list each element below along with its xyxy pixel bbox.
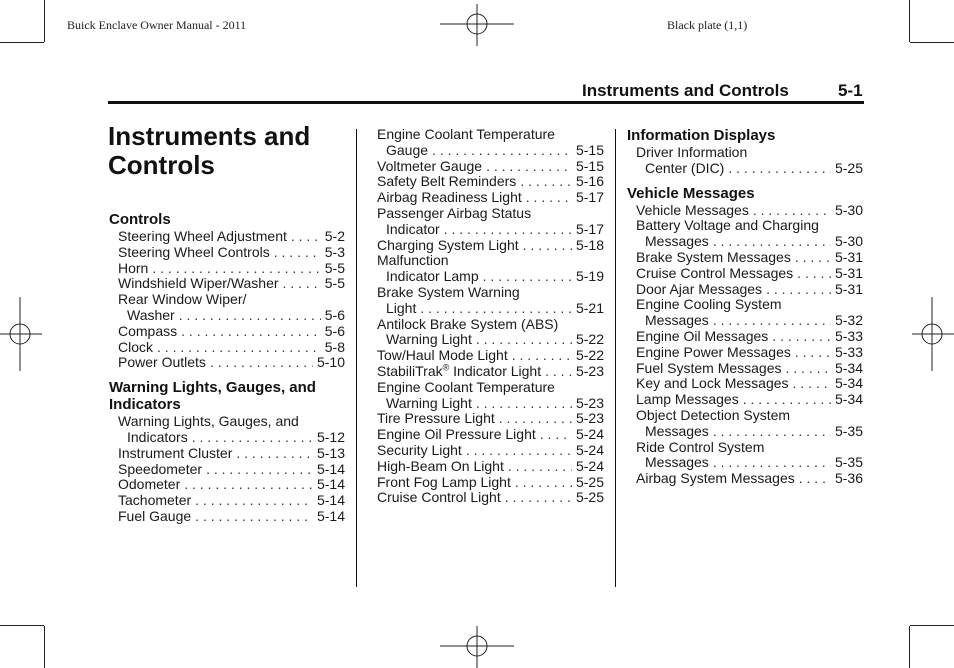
toc-entry[interactable] [627, 440, 863, 472]
toc-entry[interactable] [109, 462, 345, 478]
toc-entry-label: Front Fog Lamp Light [377, 473, 511, 490]
toc-entry-line [636, 329, 863, 345]
toc-entry[interactable] [377, 317, 604, 349]
toc-entry-page: 5-30 [834, 233, 863, 250]
toc-entry-page: 5-10 [316, 354, 345, 371]
dot-leader [191, 509, 313, 525]
toc-entry-label: StabiliTrak® Indicator Light [377, 362, 542, 379]
toc-entry[interactable] [109, 493, 345, 509]
toc-entry-line [377, 159, 604, 175]
dot-leader [440, 222, 572, 238]
toc-entry-page: 5-19 [575, 268, 604, 285]
dot-leader [472, 332, 572, 348]
toc-entry-line [636, 234, 863, 250]
dot-leader [482, 159, 572, 175]
toc-entry-line [636, 266, 863, 282]
section-header: Instruments and Controls [582, 81, 789, 100]
toc-entry-line [377, 222, 604, 238]
toc-entry-line [377, 411, 604, 427]
toc-entry[interactable] [109, 446, 345, 462]
toc-entry-line [118, 229, 345, 245]
toc-entry-first-line: Engine Coolant Temperature [377, 126, 555, 142]
toc-entry-label: Instrument Cluster [118, 444, 233, 461]
chapter-title-line: Instruments and [108, 121, 311, 151]
toc-entry[interactable] [109, 261, 345, 277]
toc-entry-page: 5-3 [324, 243, 345, 260]
toc-entry-label: Safety Belt Reminders [377, 173, 517, 190]
toc-entry-line [636, 250, 863, 266]
dot-leader [709, 455, 831, 471]
toc-entry[interactable] [377, 285, 604, 317]
toc-entry-label: Warning Light [386, 331, 472, 348]
dot-leader [428, 143, 572, 159]
toc-entry-label: Power Outlets [118, 354, 206, 371]
toc-entry-line [118, 509, 345, 525]
toc-entry-line [377, 459, 604, 475]
toc-entry-page: 5-14 [316, 492, 345, 509]
dot-leader [791, 345, 831, 361]
column-divider [615, 129, 616, 587]
dot-leader [416, 301, 572, 317]
crop-mark [44, 0, 45, 42]
toc-entry-line [377, 332, 604, 348]
toc-entry-first-line: Malfunction [377, 252, 449, 269]
dot-leader [148, 261, 320, 277]
toc-entry-page: 5-30 [834, 201, 863, 218]
dot-leader [279, 276, 321, 292]
toc-entry-label: Indicator Lamp [386, 268, 479, 285]
toc-entry-page: 5-16 [575, 173, 604, 190]
dot-leader [709, 313, 831, 329]
toc-entry-label: Windshield Wiper/Washer [118, 275, 279, 292]
page-number: 5-1 [838, 81, 863, 100]
toc-entry-page: 5-6 [324, 306, 345, 323]
dot-leader [479, 269, 572, 285]
toc-entry-label: Gauge [386, 141, 429, 158]
toc-entry-label: Indicator [386, 220, 440, 237]
toc-entry-page: 5-22 [575, 347, 604, 364]
toc-entry-line [118, 308, 345, 324]
column-divider [356, 129, 357, 587]
toc-entry-first-line: Engine Cooling System [636, 296, 782, 313]
toc-entry[interactable] [109, 324, 345, 340]
toc-entry-label: Center (DIC) [645, 159, 725, 176]
toc-entry-line [118, 446, 345, 462]
toc-entry-page: 5-35 [834, 422, 863, 439]
toc-entry[interactable] [377, 253, 604, 285]
dot-leader [270, 245, 321, 261]
toc-entry[interactable] [377, 459, 604, 475]
toc-entry[interactable] [377, 206, 604, 238]
toc-entry-page: 5-34 [834, 391, 863, 408]
toc-entry-label: Airbag System Messages [636, 470, 795, 487]
toc-entry-line [377, 364, 604, 380]
toc-entry-page: 5-31 [834, 264, 863, 281]
toc-entry-page: 5-5 [324, 259, 345, 276]
toc-entry-label: Voltmeter Gauge [377, 157, 483, 174]
dot-leader [724, 161, 831, 177]
crop-mark [909, 0, 910, 42]
dot-leader [177, 324, 321, 340]
toc-entry-page: 5-12 [316, 428, 345, 445]
toc-entry-label: Messages [645, 312, 709, 329]
toc-entry-label: Airbag Readiness Light [377, 189, 522, 206]
dot-leader [504, 459, 572, 475]
toc-entry-page: 5-5 [324, 275, 345, 292]
toc-entry[interactable] [627, 408, 863, 440]
toc-entry-label: Steering Wheel Adjustment [118, 228, 287, 244]
toc-entry-line [377, 269, 604, 285]
dot-leader [516, 174, 572, 190]
toc-entry[interactable] [627, 282, 863, 298]
toc-entry-line [118, 261, 345, 277]
toc-entry-page: 5-33 [834, 327, 863, 344]
toc-column-3 [627, 127, 863, 487]
dot-leader [536, 427, 572, 443]
toc-entry[interactable] [109, 245, 345, 261]
toc-entry[interactable] [627, 266, 863, 282]
section-heading: Warning Lights, Gauges, and Indicators [109, 379, 316, 414]
toc-entry-page: 5-25 [575, 473, 604, 490]
toc-entry[interactable] [377, 159, 604, 175]
toc-entry-page: 5-15 [575, 157, 604, 174]
toc-entry[interactable] [109, 229, 345, 245]
header-rule [108, 101, 864, 104]
toc-entry-line [636, 313, 863, 329]
toc-entry-line [118, 245, 345, 261]
toc-entry-label: Engine Power Messages [636, 343, 791, 360]
toc-entry[interactable] [109, 276, 345, 292]
dot-leader [472, 396, 572, 412]
toc-entry-line [377, 143, 604, 159]
dot-leader [202, 462, 313, 478]
dot-leader [749, 203, 831, 219]
toc-entry-page: 5-2 [324, 228, 345, 244]
toc-entry-label: Fuel System Messages [636, 359, 782, 376]
toc-entry-line [118, 477, 345, 493]
toc-entry-page: 5-15 [575, 141, 604, 158]
toc-entry-page: 5-14 [316, 460, 345, 477]
toc-entry[interactable] [627, 376, 863, 392]
crop-mark [0, 625, 44, 626]
dot-leader [180, 477, 313, 493]
toc-entry-line [118, 493, 345, 509]
toc-entry-label: Vehicle Messages [636, 201, 749, 218]
toc-entry-label: Indicators [127, 428, 188, 445]
dot-leader [462, 443, 572, 459]
toc-entry-first-line: Warning Lights, Gauges, and [118, 413, 299, 430]
toc-entry-label: Tire Pressure Light [377, 410, 495, 427]
toc-entry-label: Key and Lock Messages [636, 375, 789, 392]
crop-mark [0, 42, 44, 43]
toc-entry[interactable] [627, 250, 863, 266]
dot-leader [287, 229, 321, 245]
toc-entry-line [377, 443, 604, 459]
toc-entry-label: Steering Wheel Controls [118, 243, 270, 260]
toc-entry[interactable] [627, 345, 863, 361]
toc-entry-label: Cruise Control Light [377, 489, 501, 506]
section-heading: Controls [109, 211, 171, 228]
toc-entry-first-line: Object Detection System [636, 406, 791, 423]
toc-entry-line [636, 392, 863, 408]
toc-entry-label: Tachometer [118, 492, 192, 509]
toc-entry-label: Messages [645, 233, 709, 250]
section-heading: Information Displays [627, 127, 776, 144]
toc-entry[interactable] [627, 329, 863, 345]
toc-entry-first-line: Battery Voltage and Charging [636, 217, 819, 234]
toc-entry[interactable] [377, 238, 604, 254]
toc-entry[interactable] [109, 340, 345, 356]
toc-entry-line [118, 462, 345, 478]
toc-entry-line [636, 345, 863, 361]
chapter-title-line: Controls [108, 150, 215, 180]
dot-leader [739, 392, 831, 408]
toc-entry-page: 5-8 [324, 338, 345, 355]
toc-entry-line [377, 301, 604, 317]
toc-entry-page: 5-17 [575, 220, 604, 237]
dot-leader [191, 493, 313, 509]
toc-entry[interactable] [377, 364, 604, 380]
toc-entry-line [636, 203, 863, 219]
crop-mark [910, 625, 954, 626]
dot-leader [232, 446, 313, 462]
toc-entry-page: 5-24 [575, 457, 604, 474]
dot-leader [793, 266, 831, 282]
toc-entry-line [377, 475, 604, 491]
toc-entry-line [377, 396, 604, 412]
toc-entry-first-line: Brake System Warning [377, 283, 520, 300]
toc-entry[interactable] [377, 443, 604, 459]
toc-entry-line [377, 190, 604, 206]
toc-entry-line [118, 430, 345, 446]
toc-entry-page: 5-25 [834, 159, 863, 176]
crop-mark [44, 626, 45, 668]
toc-entry[interactable] [377, 380, 604, 412]
dot-leader [789, 376, 831, 392]
dot-leader [522, 190, 572, 206]
toc-entry-label: High-Beam On Light [377, 457, 504, 474]
toc-entry-page: 5-31 [834, 248, 863, 265]
toc-entry-label: Washer [127, 306, 175, 323]
toc-entry-label: Tow/Haul Mode Light [377, 347, 508, 364]
dot-leader [188, 430, 313, 446]
toc-entry-label: Messages [645, 422, 709, 439]
dot-leader [541, 364, 572, 380]
toc-entry-first-line: Antilock Brake System (ABS) [377, 315, 559, 332]
dot-leader [762, 282, 831, 298]
toc-entry[interactable] [627, 203, 863, 219]
toc-entry[interactable] [627, 218, 863, 250]
toc-entry-page: 5-23 [575, 394, 604, 411]
toc-entry-page: 5-24 [575, 441, 604, 458]
toc-entry[interactable] [377, 475, 604, 491]
manual-title: Buick Enclave Owner Manual - 2011 [67, 18, 247, 32]
toc-entry-first-line: Rear Window Wiper/ [118, 291, 247, 308]
toc-entry-line [377, 348, 604, 364]
dot-leader [768, 329, 831, 345]
toc-entry-label: Speedometer [118, 460, 203, 477]
toc-entry-label: Fuel Gauge [118, 507, 192, 524]
dot-leader [501, 490, 572, 506]
dot-leader [709, 234, 831, 250]
toc-entry-line [377, 174, 604, 190]
toc-entry[interactable] [627, 471, 863, 487]
toc-entry-line [636, 282, 863, 298]
dot-leader [782, 361, 831, 377]
toc-entry-page: 5-25 [575, 489, 604, 506]
toc-entry[interactable] [377, 411, 604, 427]
toc-entry-page: 5-14 [316, 507, 345, 524]
registration-mark-top [440, 4, 514, 46]
toc-entry-label: Lamp Messages [636, 391, 739, 408]
toc-entry-page: 5-23 [575, 410, 604, 427]
crop-mark [909, 626, 910, 668]
toc-entry[interactable] [627, 145, 863, 177]
dot-leader [495, 411, 572, 427]
toc-entry-label: Engine Oil Pressure Light [377, 426, 536, 443]
toc-entry-line [377, 238, 604, 254]
toc-column-1 [109, 211, 345, 525]
toc-entry-label: Horn [118, 259, 149, 276]
toc-entry[interactable] [377, 127, 604, 159]
toc-entry-first-line: Passenger Airbag Status [377, 204, 532, 221]
toc-entry-page: 5-18 [575, 236, 604, 253]
toc-entry-line [636, 455, 863, 471]
toc-entry[interactable] [109, 477, 345, 493]
toc-entry-line [636, 161, 863, 177]
toc-entry-label: Security Light [377, 441, 462, 458]
crop-mark [910, 42, 954, 43]
toc-entry-page: 5-13 [316, 444, 345, 461]
toc-entry[interactable] [627, 361, 863, 377]
dot-leader [153, 340, 321, 356]
dot-leader [791, 250, 831, 266]
toc-entry-first-line: Engine Coolant Temperature [377, 378, 555, 395]
toc-entry-label: Engine Oil Messages [636, 327, 769, 344]
dot-leader [511, 475, 572, 491]
toc-entry[interactable] [377, 427, 604, 443]
toc-entry-label: Charging System Light [377, 236, 519, 253]
toc-entry[interactable] [627, 392, 863, 408]
toc-entry[interactable] [377, 190, 604, 206]
toc-entry[interactable] [627, 297, 863, 329]
toc-entry[interactable] [377, 348, 604, 364]
toc-entry-label: Cruise Control Messages [636, 264, 794, 281]
toc-entry-page: 5-33 [834, 343, 863, 360]
toc-entry-line [377, 490, 604, 506]
toc-entry[interactable] [109, 509, 345, 525]
toc-entry-label: Door Ajar Messages [636, 280, 763, 297]
toc-entry-label: Warning Light [386, 394, 472, 411]
dot-leader [206, 355, 313, 371]
toc-entry-line [118, 340, 345, 356]
toc-entry-page: 5-24 [575, 426, 604, 443]
dot-leader [519, 238, 572, 254]
toc-entry-page: 5-21 [575, 299, 604, 316]
dot-leader [508, 348, 572, 364]
toc-entry-first-line: Driver Information [636, 144, 748, 160]
dot-leader [795, 471, 831, 487]
toc-entry-label: Odometer [118, 476, 181, 493]
toc-entry-page: 5-34 [834, 375, 863, 392]
toc-entry-page: 5-36 [834, 470, 863, 487]
toc-entry-label: Light [386, 299, 417, 316]
toc-entry-page: 5-34 [834, 359, 863, 376]
toc-entry-line [118, 355, 345, 371]
toc-entry-page: 5-23 [575, 362, 604, 379]
toc-entry[interactable] [109, 292, 345, 324]
toc-entry-page: 5-22 [575, 331, 604, 348]
dot-leader [709, 424, 831, 440]
toc-entry-page: 5-35 [834, 454, 863, 471]
toc-entry-label: Messages [645, 454, 709, 471]
toc-entry-line [118, 276, 345, 292]
toc-entry-label: Compass [118, 322, 178, 339]
registration-mark-right [912, 297, 954, 371]
toc-entry-page: 5-32 [834, 312, 863, 329]
section-heading: Vehicle Messages [627, 184, 755, 202]
toc-entry-page: 5-17 [575, 189, 604, 206]
dot-leader [175, 308, 321, 324]
toc-entry-page: 5-31 [834, 280, 863, 297]
toc-entry-line [636, 424, 863, 440]
chapter-title [108, 122, 310, 180]
toc-column-2 [377, 127, 604, 506]
toc-entry-first-line: Ride Control System [636, 438, 765, 455]
toc-entry-label: Brake System Messages [636, 248, 791, 265]
toc-entry[interactable] [377, 174, 604, 190]
toc-entry-line [636, 471, 863, 487]
toc-entry-line [377, 427, 604, 443]
toc-entry-page: 5-6 [324, 322, 345, 339]
toc-entry-label: Clock [118, 338, 154, 355]
toc-entry-line [636, 376, 863, 392]
toc-entry[interactable] [377, 490, 604, 506]
toc-entry-line [118, 324, 345, 340]
toc-entry[interactable] [109, 414, 345, 446]
toc-entry-line [636, 361, 863, 377]
plate-label: Black plate (1,1) [667, 18, 748, 32]
toc-entry[interactable] [109, 355, 345, 371]
toc-entry-page: 5-14 [316, 476, 345, 493]
registration-mark-left [0, 297, 42, 371]
registration-mark-bottom [440, 626, 514, 668]
